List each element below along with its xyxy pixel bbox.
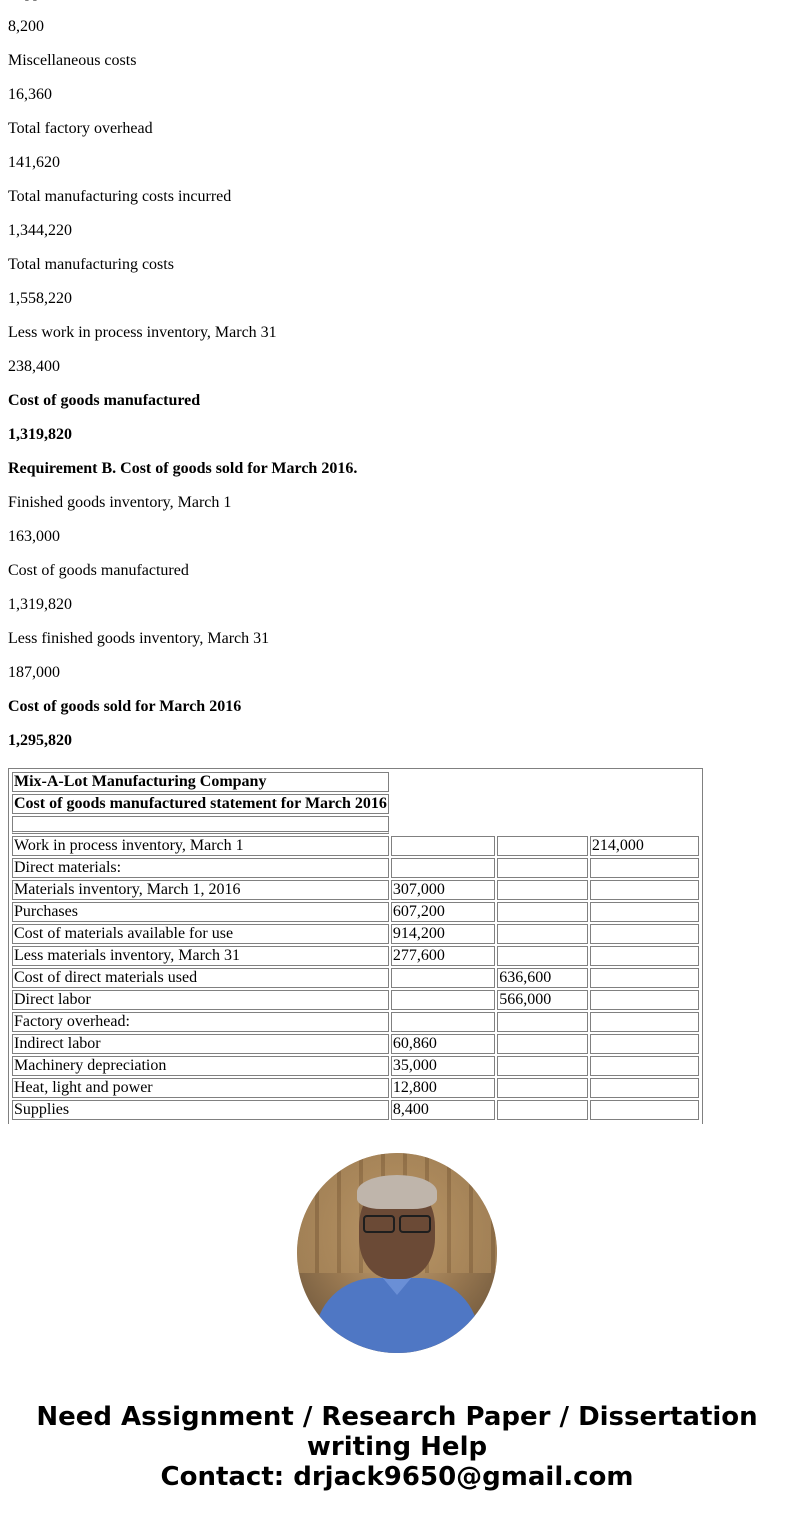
row-label: Factory overhead:	[12, 1012, 389, 1032]
table-subtitle-row	[12, 794, 699, 814]
row-label: Direct labor	[12, 990, 389, 1010]
col-amount-3	[590, 1034, 699, 1054]
text-line: Total factory overhead	[8, 120, 153, 137]
col-amount-3	[590, 1012, 699, 1032]
col-amount-2	[497, 858, 588, 878]
table-row	[12, 990, 699, 1010]
bold-text-line: Requirement B. Cost of goods sold for March 2016.	[8, 460, 358, 477]
col-amount-1: 277,600	[391, 946, 495, 966]
col-amount-1	[391, 836, 495, 856]
text-line: 1,319,820	[8, 596, 72, 613]
col-amount-3	[590, 946, 699, 966]
col-amount-3	[590, 858, 699, 878]
col-amount-3	[590, 990, 699, 1010]
text-line: Less finished goods inventory, March 31	[8, 630, 270, 647]
contact-banner	[0, 1402, 794, 1492]
col-amount-1: 8,400	[391, 1100, 495, 1120]
row-label: Heat, light and power	[12, 1078, 389, 1098]
col-amount-2	[497, 880, 588, 900]
table-row	[12, 924, 699, 944]
col-amount-3	[590, 1100, 699, 1120]
company-name: Mix-A-Lot Manufacturing Company	[12, 772, 389, 792]
col-amount-2	[497, 924, 588, 944]
col-amount-2	[497, 836, 588, 856]
col-amount-2	[497, 1100, 588, 1120]
bold-text-line: Cost of goods sold for March 2016	[8, 698, 242, 715]
col-amount-1: 60,860	[391, 1034, 495, 1054]
table-row	[12, 1034, 699, 1054]
text-line: 187,000	[8, 664, 60, 681]
table-row	[12, 1078, 699, 1098]
row-label: Purchases	[12, 902, 389, 922]
text-line: 1,558,220	[8, 290, 72, 307]
table-row	[12, 946, 699, 966]
col-amount-1: 35,000	[391, 1056, 495, 1076]
col-amount-2: 636,600	[497, 968, 588, 988]
document-body	[8, 0, 788, 766]
text-line: 141,620	[8, 154, 60, 171]
col-amount-3	[590, 880, 699, 900]
table-row	[12, 836, 699, 856]
col-amount-1: 307,000	[391, 880, 495, 900]
row-label: Indirect labor	[12, 1034, 389, 1054]
text-line: Finished goods inventory, March 1	[8, 494, 232, 511]
table-row	[12, 858, 699, 878]
text-line	[8, 0, 788, 18]
col-amount-1	[391, 858, 495, 878]
table-row	[12, 902, 699, 922]
text-line: Miscellaneous costs	[8, 52, 137, 69]
row-label: Cost of materials available for use	[12, 924, 389, 944]
col-amount-1	[391, 1012, 495, 1032]
cost-of-goods-manufactured-table	[10, 770, 701, 1122]
row-label: Cost of direct materials used	[12, 968, 389, 988]
row-label: Work in process inventory, March 1	[12, 836, 389, 856]
col-amount-3: 214,000	[590, 836, 699, 856]
col-amount-2: 566,000	[497, 990, 588, 1010]
col-amount-2	[497, 1056, 588, 1076]
text-line: 8,200	[8, 18, 44, 35]
table-row	[12, 1056, 699, 1076]
table-row	[12, 1012, 699, 1032]
text-line: Total manufacturing costs incurred	[8, 188, 232, 205]
table-title-row	[12, 772, 699, 792]
table-row	[12, 968, 699, 988]
statement-table-container	[8, 768, 703, 1124]
bold-text-line: 1,295,820	[8, 732, 72, 749]
table-separator-row	[12, 816, 699, 834]
text-line: 1,344,220	[8, 222, 72, 239]
bold-text-line: Cost of goods manufactured	[8, 392, 201, 409]
row-label: Machinery depreciation	[12, 1056, 389, 1076]
col-amount-3	[590, 924, 699, 944]
col-amount-1: 12,800	[391, 1078, 495, 1098]
row-label: Supplies	[12, 1100, 389, 1120]
row-label: Less materials inventory, March 31	[12, 946, 389, 966]
cta-line-2: writing Help	[306, 1432, 488, 1462]
text-line: Less work in process inventory, March 31	[8, 324, 277, 341]
table-row	[12, 880, 699, 900]
text-line: Total manufacturing costs	[8, 256, 174, 273]
col-amount-1: 607,200	[391, 902, 495, 922]
col-amount-1	[391, 968, 495, 988]
cta-contact-email[interactable]: Contact: drjack9650@gmail.com	[160, 1462, 634, 1492]
bold-text-line: 1,319,820	[8, 426, 72, 443]
cta-line-1: Need Assignment / Research Paper / Dissertation	[36, 1402, 758, 1432]
table-row	[12, 1100, 699, 1120]
text-line: 238,400	[8, 358, 60, 375]
col-amount-2	[497, 1078, 588, 1098]
col-amount-1: 914,200	[391, 924, 495, 944]
col-amount-3	[590, 1078, 699, 1098]
author-avatar	[297, 1153, 497, 1353]
col-amount-3	[590, 968, 699, 988]
statement-title: Cost of goods manufactured statement for March 2016	[14, 795, 387, 812]
text-line: 163,000	[8, 528, 60, 545]
col-amount-2	[497, 1034, 588, 1054]
text-line: Cost of goods manufactured	[8, 562, 189, 579]
row-label: Direct materials:	[12, 858, 389, 878]
row-label: Materials inventory, March 1, 2016	[12, 880, 389, 900]
col-amount-1	[391, 990, 495, 1010]
col-amount-2	[497, 1012, 588, 1032]
col-amount-3	[590, 1056, 699, 1076]
col-amount-3	[590, 902, 699, 922]
text-line: 16,360	[8, 86, 52, 103]
col-amount-2	[497, 902, 588, 922]
col-amount-2	[497, 946, 588, 966]
